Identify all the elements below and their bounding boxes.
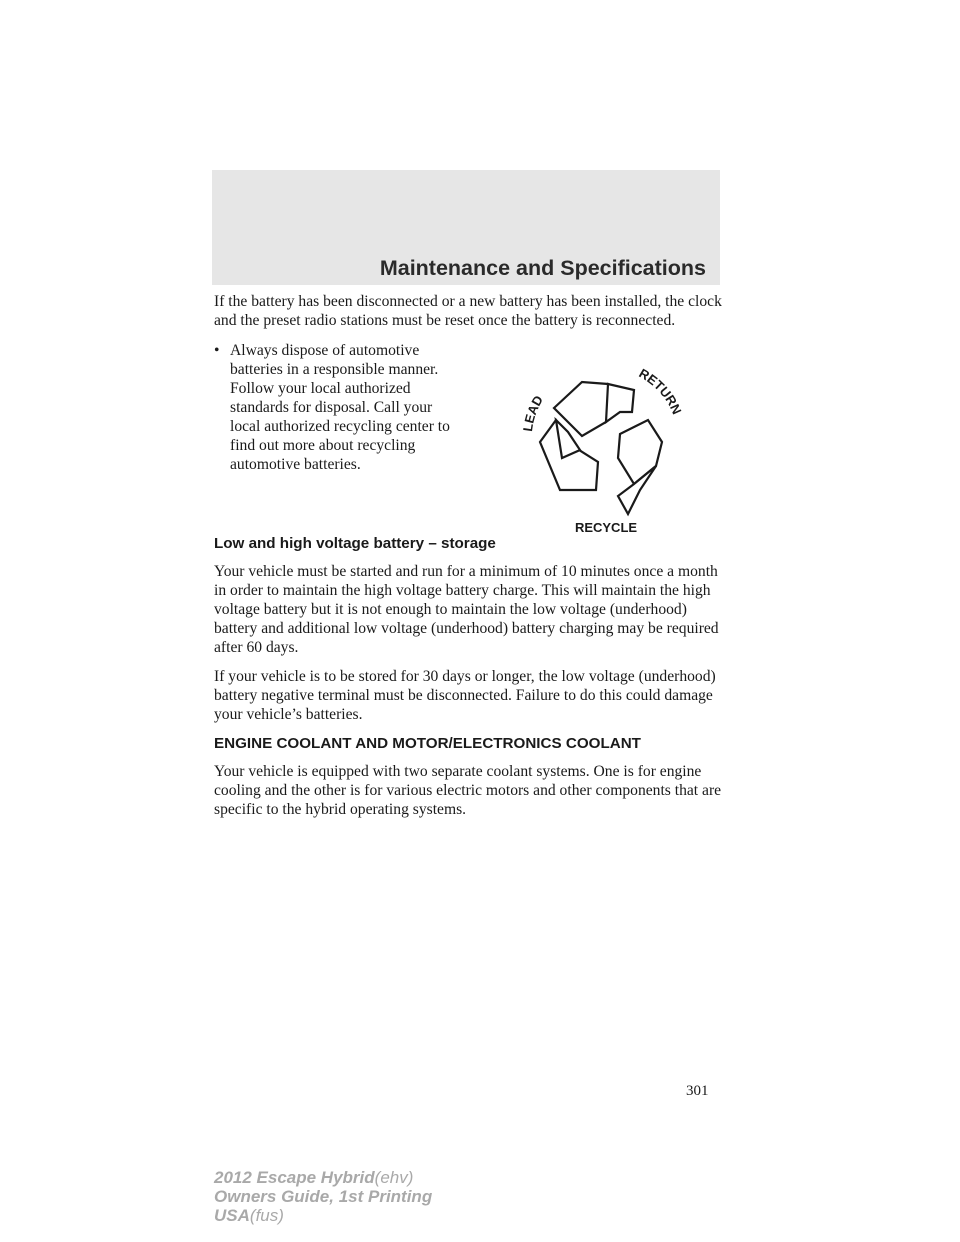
page-content — [214, 292, 726, 829]
footer-line-3: USA(fus) — [214, 1206, 284, 1225]
page-number: 301 — [686, 1083, 709, 1099]
recycle-label-lead: LEAD — [520, 392, 547, 433]
print-footer — [214, 1168, 432, 1225]
coolant-heading: ENGINE COOLANT AND MOTOR/ELECTRONICS COOLANT — [214, 735, 641, 752]
section-header-band — [212, 170, 720, 285]
footer-line-1: 2012 Escape Hybrid(ehv) — [214, 1168, 414, 1187]
storage-paragraph-2: If your vehicle is to be stored for 30 days or longer, the low voltage (underhood) battery negative terminal must be disconnected. Failure to do this could damage your vehicle’s batteries. — [214, 668, 716, 723]
bullet-item — [214, 341, 464, 474]
bullet-text: Always dispose of automotive batteries in a responsible manner. Follow your local authorized standards for disposal. Call your local authorized recycling center to find out more about recycling automotive batteries. — [230, 342, 450, 473]
section-title: Maintenance and Specifications — [379, 256, 706, 280]
recycle-label-return: RETURN — [636, 365, 685, 417]
intro-paragraph: If the battery has been disconnected or a new battery has been installed, the clock and the preset radio stations must be reset once the battery is reconnected. — [214, 293, 722, 329]
storage-heading: Low and high voltage battery – storage — [214, 535, 496, 552]
storage-paragraph-1: Your vehicle must be started and run for a minimum of 10 minutes once a month in order to maintain the high voltage battery charge. This will maintain the high voltage battery but it is not enough to maintain the low voltage (underhood) battery and additional low voltage (underhood) battery charging may be required after 60 days. — [214, 563, 719, 656]
recycle-arrow-right — [618, 420, 662, 484]
recycle-symbol-icon — [510, 336, 696, 536]
recycle-label-recycle: RECYCLE — [574, 520, 638, 535]
coolant-paragraph: Your vehicle is equipped with two separate coolant systems. One is for engine cooling and the other is for various electric motors and other components that are specific to the hybrid operating systems. — [214, 763, 722, 818]
bullet-marker: • — [214, 342, 220, 359]
bullet-with-figure — [214, 340, 726, 534]
footer-line-2: Owners Guide, 1st Printing — [214, 1187, 433, 1206]
recycle-arrow-top-head — [606, 384, 634, 422]
